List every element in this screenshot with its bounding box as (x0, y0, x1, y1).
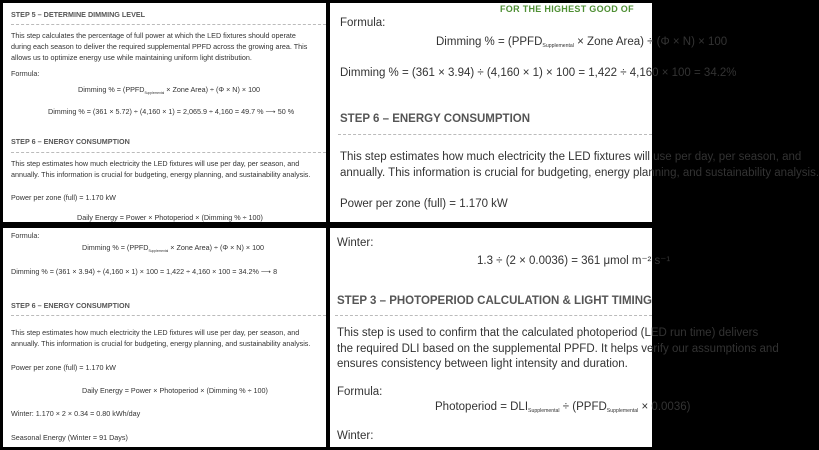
step5-heading: STEP 5 – DETERMINE DIMMING LEVEL (11, 10, 146, 19)
paragraph-line: This step calculates the percentage of full power at which the LED fixtures should operate (11, 31, 296, 40)
banner-text: FOR THE HIGHEST GOOD OF (500, 4, 634, 14)
seasonal-energy: Seasonal Energy (Winter = 91 Days) (11, 433, 128, 442)
dimming-formula: Dimming % = ($PPFD_{Supplemental}$ × Zone Area) ÷ (Φ × N) × 100 (436, 36, 728, 49)
paragraph-line: This step estimates how much electricity the LED fixtures will use per day, per season, and (340, 151, 802, 163)
winter-ppfd-calculation: 1.3 ÷ (2 × 0.0036) = 361 μmol m⁻² s⁻¹ (477, 255, 671, 267)
paragraph-line: This step estimates how much electricity the LED fixtures will use per day, per season, and (11, 159, 300, 168)
document-panel-zoomed (330, 3, 819, 222)
formula-label: Formula: (11, 231, 40, 240)
daily-energy-formula: Daily Energy = Power × Photoperiod × (Dimming % ÷ 100) (77, 213, 263, 222)
paragraph-line: This step is used to confirm that the calculated photoperiod (LED run time) delivers (337, 327, 759, 339)
document-panel-step5 (3, 3, 326, 222)
power-per-zone: Power per zone (full) = 1.170 kW (11, 193, 116, 202)
formula-label: Formula: (11, 69, 40, 78)
paragraph-line: during each season to deliver the required supplemental PPFD across the growing area. This (11, 42, 308, 51)
winter-label: Winter: (337, 237, 374, 249)
step6-heading: STEP 6 – ENERGY CONSUMPTION (340, 113, 531, 125)
formula-label: Formula: (340, 17, 386, 29)
daily-energy-formula: Daily Energy = Power × Photoperiod × (Dimming % ÷ 100) (82, 386, 268, 395)
paragraph-line: This step estimates how much electricity the LED fixtures will use per day, per season, and (11, 328, 300, 337)
paragraph-line: annually. This information is crucial for budgeting, energy planning, and sustainability analysis. (11, 170, 311, 179)
step6-heading: STEP 6 – ENERGY CONSUMPTION (11, 137, 130, 146)
step3-heading: STEP 3 – PHOTOPERIOD CALCULATION & LIGHT TIMING (337, 295, 652, 307)
dimming-formula: Dimming % = ($PPFD_{Supplemental}$ × Zone Area) ÷ (Φ × N) × 100 (82, 243, 265, 253)
divider (338, 134, 652, 135)
dimming-calculation: Dimming % = (361 × 3.94) ÷ (4,160 × 1) × 100 = 1,422 ÷ 4,160 × 100 = 34.2% ⟶ 8 (11, 267, 278, 276)
divider (11, 24, 326, 25)
paragraph-line: the required DLI based on the supplemental PPFD. It helps verify our assumptions and (337, 343, 779, 355)
divider (11, 315, 326, 316)
power-per-zone: Power per zone (full) = 1.170 kW (11, 363, 116, 372)
divider (11, 152, 326, 153)
winter-energy: Winter: 1.170 × 2 × 0.34 = 0.80 kWh/day (11, 409, 141, 418)
document-panel-step6 (3, 228, 326, 447)
power-per-zone: Power per zone (full) = 1.170 kW (340, 198, 508, 210)
step6-heading: STEP 6 – ENERGY CONSUMPTION (11, 301, 130, 310)
dimming-calculation: Dimming % = (361 × 5.72) ÷ (4,160 × 1) = 2,065.9 ÷ 4,160 = 49.7 % ⟶ 50 % (48, 107, 295, 116)
paragraph-line: annually. This information is crucial for budgeting, energy planning, and sustainability analysis. (11, 339, 311, 348)
divider (335, 315, 652, 316)
paragraph-line: annually. This information is crucial for budgeting, energy planning, and sustainability analysis. (340, 167, 819, 179)
document-panel-step3 (330, 228, 779, 447)
dimming-formula: Dimming % = ($PPFD_{Supplemental}$ × Zone Area) ÷ (Φ × N) × 100 (78, 85, 261, 95)
paragraph-line: ensures consistency between light intensity and duration. (337, 358, 628, 370)
winter-label: Winter: (337, 430, 374, 442)
dimming-calculation: Dimming % = (361 × 3.94) ÷ (4,160 × 1) × 100 = 1,422 ÷ 4,160 × 100 = 34.2% (340, 67, 737, 79)
paragraph-line: allows us to optimize energy use while maintaining uniform light distribution. (11, 53, 252, 62)
photoperiod-formula: Photoperiod = $DLI_{Supplemental}$ ÷ $(PPFD_{Supplemental} \times 0.0036)$ (435, 401, 691, 414)
formula-label: Formula: (337, 386, 383, 398)
